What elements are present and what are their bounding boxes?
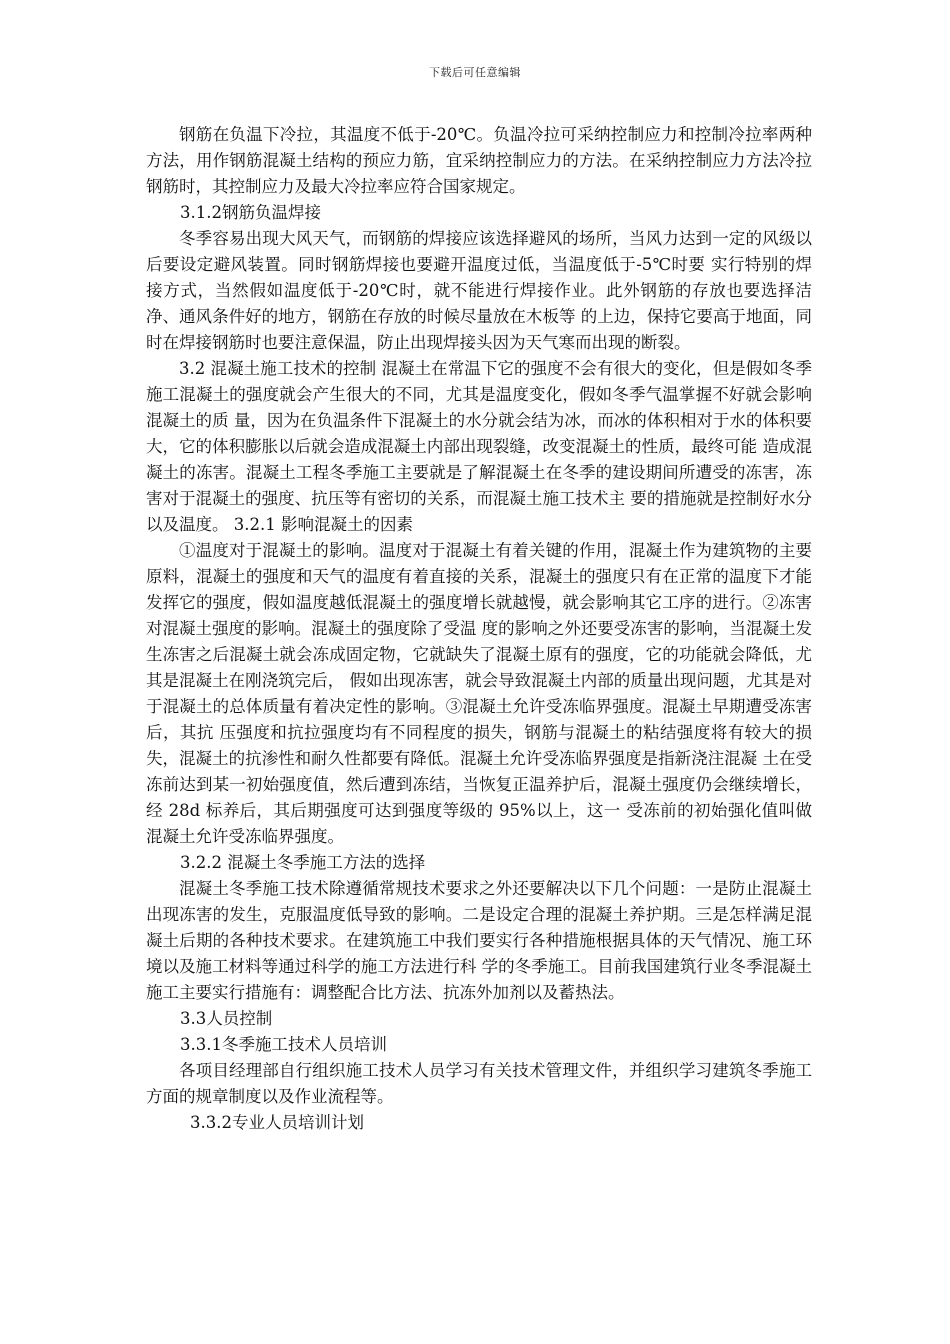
heading-3-3-2: 3.3.2专业人员培训计划 [190,1113,364,1132]
paragraph-training: 各项目经理部自行组织施工技术人员学习有关技术管理文件，并组织学习建筑冬季施工方面的规章制度以及作业流程等。 [146,1061,812,1106]
paragraph-winter-methods: 混凝土冬季施工技术除遵循常规技术要求之外还要解决以下几个问题：一是防止混凝土出现冻害的发生，克服温度低导致的影响。二是设定合理的混凝土养护期。三是怎样满足混凝土后期的各种技术要求。在建筑施工中我们要实行各种措施根据具体的天气情况、施工环境以及施工材料等通过科学的施工方法进行科 学的冬季施工。目前我国建筑行业冬季混凝土施工主要实行措施有：调整配合比方法、抗冻外加剂以及蓄热法。 [146,879,812,1002]
page-header: 下载后可任意编辑 [429,66,521,79]
heading-3-2-2: 3.2.2 混凝土冬季施工方法的选择 [180,853,426,872]
heading-3-3-1: 3.3.1冬季施工技术人员培训 [180,1035,387,1054]
heading-3-1-2: 3.1.2钢筋负温焊接 [180,203,321,222]
paragraph-cold-drawing: 钢筋在负温下冷拉，其温度不低于-20℃。负温冷拉可采纳控制应力和控制冷拉率两种方法，用作钢筋混凝土结构的预应力筋，宜采纳控制应力的方法。在采纳控制应力方法冷拉钢筋时，其控制应力及最大冷拉率应符合国家规定。 [146,125,812,196]
paragraph-concrete-control: 3.2 混凝土施工技术的控制 混凝土在常温下它的强度不会有很大的变化，但是假如冬季施工混凝土的强度就会产生很大的不同，尤其是温度变化，假如冬季气温掌握不好就会影响混凝土的质 量，因为在负温条件下混凝土的水分就会结为冰，而冰的体积相对于水的体积要大，它的体积膨胀以后就会造成混凝土内部出现裂缝，改变混凝土的性质，最终可能 造成混凝土的冻害。混凝土工程冬季施工主要就是了解混凝土在冬季的建设期间所遭受的冻害，冻害对于混凝土的强度、抗压等有密切的关系，而混凝土施工技术主 要的措施就是控制好水分以及温度。 3.2.1 影响混凝土的因素 [146,359,812,534]
document-body [146,122,812,1136]
heading-3-3: 3.3人员控制 [180,1009,273,1028]
paragraph-concrete-factors: ①温度对于混凝土的影响。温度对于混凝土有着关键的作用，混凝土作为建筑物的主要原料，混凝土的强度和天气的温度有着直接的关系，混凝土的强度只有在正常的温度下才能发挥它的强度，假如温度越低混凝土的强度增长就越慢，就会影响其它工序的进行。②冻害对混凝土强度的影响。混凝土的强度除了受温 度的影响之外还要受冻害的影响，当混凝土发生冻害之后混凝土就会冻成固定物，它就缺失了混凝土原有的强度，它的功能就会降低，尤其是混凝土在刚浇筑完后， 假如出现冻害，就会导致混凝土内部的质量出现问题，尤其是对于混凝土的总体质量有着决定性的影响。③混凝土允许受冻临界强度。混凝土早期遭受冻害后，其抗 压强度和抗拉强度均有不同程度的损失，钢筋与混凝土的粘结强度将有较大的损失，混凝土的抗渗性和耐久性都要有降低。混凝土允许受冻临界强度是指新浇注混凝 土在受冻前达到某一初始强度值，然后遭到冻结，当恢复正温养护后，混凝土强度仍会继续增长，经 28d 标养后，其后期强度可达到强度等级的 95%以上，这一 受冻前的初始强化值叫做混凝土允许受冻临界强度。 [146,541,812,846]
paragraph-welding: 冬季容易出现大风天气，而钢筋的焊接应该选择避风的场所，当风力达到一定的风级以后要设定避风装置。同时钢筋焊接也要避开温度过低，当温度低于-5℃时要 实行特别的焊接方式，当然假如温度低于-20℃时，就不能进行焊接作业。此外钢筋的存放也要选择洁净、通风条件好的地方，钢筋在存放的时候尽量放在木板等 的上边，保持它要高于地面，同时在焊接钢筋时也要注意保温，防止出现焊接头因为天气寒而出现的断裂。 [146,229,812,352]
